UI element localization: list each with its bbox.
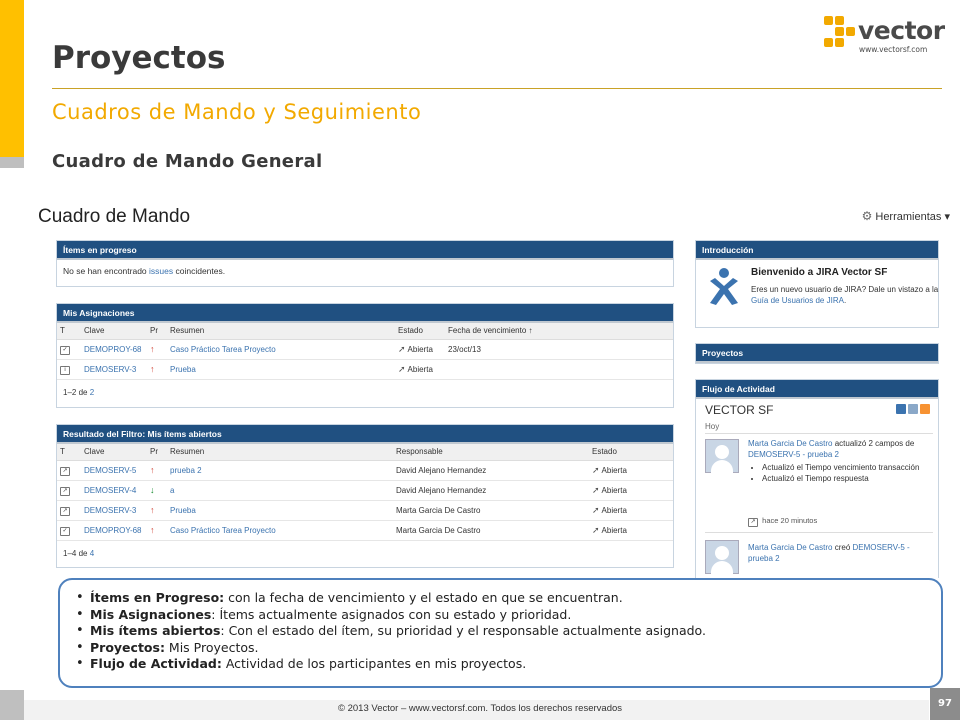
issue-key-link[interactable]: DEMOSERV-5	[84, 465, 137, 475]
divider	[705, 532, 933, 533]
improvement-type-icon: ↗	[748, 518, 758, 527]
status-text: Abierta	[601, 525, 627, 535]
callout-item-text: Mis Proyectos.	[164, 639, 259, 655]
logo-word: vector	[858, 16, 945, 45]
callout-item	[74, 607, 927, 624]
user-link[interactable]: Marta Garcia De Castro	[748, 543, 833, 552]
status-text: Abierta	[601, 465, 627, 475]
day-label: Hoy	[705, 422, 720, 431]
logo-url: www.vectorsf.com	[859, 45, 928, 54]
gadget-message	[57, 260, 673, 282]
issue-link[interactable]: DEMOSERV-5 - prueba 2	[748, 450, 840, 459]
column-header[interactable]: T	[57, 323, 81, 339]
column-header[interactable]: Pr	[147, 444, 167, 460]
gadget-header: Mis Asignaciones	[57, 304, 673, 323]
improvement-type-icon: ↗	[60, 467, 70, 476]
list-icon[interactable]	[908, 404, 918, 414]
activity-entry	[748, 438, 933, 484]
welcome-text-end: .	[843, 296, 847, 305]
issue-summary-link[interactable]: Caso Práctico Tarea Proyecto	[170, 344, 276, 354]
priority-up-icon: ↑	[150, 505, 155, 515]
column-header[interactable]: Clave	[81, 444, 147, 460]
priority-down-icon: ↓	[150, 485, 155, 495]
column-header[interactable]: Estado	[589, 444, 673, 460]
issue-key-link[interactable]: DEMOSERV-4	[84, 485, 137, 495]
tools-menu[interactable]	[862, 209, 950, 223]
column-header[interactable]: Resumen	[167, 323, 395, 339]
activity-action: creó	[834, 543, 851, 552]
table-row	[57, 460, 673, 480]
issues-link[interactable]: issues	[149, 266, 174, 276]
gadget-header: Resultado del Filtro: Mis ítems abiertos	[57, 425, 673, 444]
column-header[interactable]: Responsable	[393, 444, 589, 460]
callout-item-label: Proyectos:	[90, 639, 165, 655]
activity-detail: • Actualizó el Tiempo respuesta	[762, 473, 933, 484]
status-text: Abierta	[407, 364, 433, 374]
due-label: Fecha de vencimiento	[448, 326, 527, 336]
activity-detail: • Actualizó el Tiempo vencimiento transacción	[762, 462, 933, 473]
slide-title: Proyectos	[52, 40, 226, 76]
callout-item-label: Mis Asignaciones	[90, 606, 212, 622]
assignee: David Alejano Hernandez	[393, 460, 589, 480]
status-text: Abierta	[601, 505, 627, 515]
issue-summary-link[interactable]: Prueba	[170, 505, 196, 515]
pagination-link[interactable]: 2	[89, 387, 95, 397]
info-type-icon: i	[60, 366, 70, 375]
table-row	[57, 500, 673, 520]
table-header-row	[57, 323, 673, 339]
activity-action: actualizó 2 campos de	[834, 439, 915, 448]
user-link[interactable]: Marta Garcia De Castro	[748, 439, 833, 448]
gadget-header: Introducción	[696, 241, 938, 260]
status-open-icon: ➚	[398, 363, 406, 374]
status-open-icon: ➚	[398, 343, 406, 354]
welcome-text-body: Eres un nuevo usuario de JIRA? Dale un vistazo a la	[751, 285, 939, 294]
due-date: 23/oct/13	[445, 339, 673, 359]
table-row	[57, 520, 673, 540]
improvement-type-icon: ↗	[60, 487, 70, 496]
column-header[interactable]: Resumen	[167, 444, 393, 460]
issue-key-link[interactable]: DEMOSERV-3	[84, 505, 137, 515]
callout-item-text: con la fecha de vencimiento y el estado en que se encuentran.	[224, 590, 623, 605]
column-header[interactable]: Clave	[81, 323, 147, 339]
pagination-text: 1–2 de	[63, 387, 88, 397]
callout-item-label: Flujo de Actividad:	[90, 656, 222, 671]
issue-summary-link[interactable]: Prueba	[170, 364, 196, 374]
pagination-link[interactable]: 4	[89, 548, 95, 558]
status-open-icon: ➚	[592, 504, 600, 515]
rss-icon[interactable]	[920, 404, 930, 414]
stream-actions	[894, 404, 930, 416]
status-open-icon: ➚	[592, 524, 600, 535]
assignee: David Alejano Hernandez	[393, 480, 589, 500]
title-divider	[52, 88, 942, 89]
jira-dashboard	[32, 198, 950, 578]
issue-summary-link[interactable]: prueba 2	[170, 465, 202, 475]
issue-key-link[interactable]: DEMOSERV-3	[84, 364, 137, 374]
column-header-due[interactable]	[445, 323, 673, 339]
due-date	[445, 359, 673, 379]
gadget-introduction	[695, 240, 939, 328]
column-header[interactable]: Estado	[395, 323, 445, 339]
status-open-icon: ➚	[592, 484, 600, 495]
table-row	[57, 339, 673, 359]
callout-item	[74, 623, 927, 640]
message-text-end: coincidentes.	[175, 266, 226, 276]
dashboard-title: Cuadro de Mando	[38, 206, 191, 227]
message-text: No se han encontrado	[63, 266, 147, 276]
gear-icon: ⚙	[861, 209, 873, 223]
page-number: 97	[930, 688, 960, 720]
assignee: Marta Garcia De Castro	[393, 500, 589, 520]
activity-time-text: hace 20 minutos	[762, 516, 818, 525]
table-row	[57, 359, 673, 379]
callout-item-text: Actividad de los participantes en mis proyectos.	[221, 656, 527, 671]
callout-item-text: : Ítems actualmente asignados con su estado y prioridad.	[211, 606, 572, 622]
priority-up-icon: ↑	[150, 525, 155, 535]
gadget-header: Proyectos	[696, 344, 938, 363]
filter-results-table	[57, 444, 673, 541]
activity-time	[748, 516, 817, 527]
callout-list	[60, 580, 941, 673]
gadget-items-in-progress	[56, 240, 674, 287]
gadget-header: Ítems en progreso	[57, 241, 673, 260]
avatar[interactable]	[705, 439, 739, 473]
gadget-filter-results	[56, 424, 674, 568]
callout-item-label: Ítems en Progreso:	[90, 590, 225, 605]
table-header-row	[57, 444, 673, 460]
gadget-projects	[695, 343, 939, 364]
section-heading: Cuadro de Mando General	[52, 151, 323, 172]
task-type-icon: ✓	[60, 527, 70, 536]
pagination-text: 1–4 de	[63, 548, 88, 558]
callout-item	[74, 656, 927, 673]
status-open-icon: ➚	[592, 464, 600, 475]
welcome-text	[751, 284, 941, 306]
callout-item-label: Mis ítems abiertos	[90, 623, 221, 638]
avatar[interactable]	[705, 540, 739, 574]
issue-key-link[interactable]: DEMOPROY-68	[84, 525, 142, 535]
callout-item	[74, 640, 927, 657]
task-type-icon: ✓	[60, 346, 70, 355]
jira-welcome-icon	[706, 267, 742, 307]
pagination	[57, 380, 673, 405]
activity-details	[748, 462, 933, 484]
issue-key-link[interactable]: DEMOPROY-68	[84, 344, 142, 354]
column-header[interactable]: T	[57, 444, 81, 460]
improvement-type-icon: ↗	[60, 507, 70, 516]
accent-bar-gray	[0, 157, 24, 168]
status-text: Abierta	[407, 344, 433, 354]
footer-copyright: © 2013 Vector – www.vectorsf.com. Todos los derechos reservados	[337, 703, 623, 714]
welcome-title: Bienvenido a JIRA Vector SF	[751, 267, 888, 278]
gadget-activity-stream	[695, 379, 939, 578]
issue-summary-link[interactable]: a	[170, 485, 175, 495]
table-row	[57, 480, 673, 500]
divider	[705, 433, 933, 434]
vector-logo	[822, 14, 947, 56]
assignments-table	[57, 323, 673, 380]
priority-up-icon: ↑	[150, 465, 155, 475]
priority-up-icon: ↑	[150, 364, 155, 374]
issue-summary-link[interactable]: Caso Práctico Tarea Proyecto	[170, 525, 276, 535]
user-guide-link[interactable]: Guía de Usuarios de JIRA	[751, 296, 844, 305]
pagination	[57, 541, 673, 566]
assignee: Marta Garcia De Castro	[393, 520, 589, 540]
column-header[interactable]: Pr	[147, 323, 167, 339]
accent-bar	[0, 0, 24, 157]
issue-link[interactable]: DEMOSERV-5 - prueba 2	[748, 543, 910, 563]
filter-icon[interactable]	[896, 404, 906, 414]
callout-item	[74, 590, 927, 607]
status-text: Abierta	[601, 485, 627, 495]
stream-title: VECTOR SF	[705, 403, 774, 417]
callout-box	[58, 578, 943, 688]
gadget-my-assignments	[56, 303, 674, 408]
callout-item-text: : Con el estado del ítem, su prioridad y el responsable actualmente asignado.	[220, 623, 706, 638]
activity-entry	[748, 542, 933, 564]
tools-label: Herramientas	[875, 211, 942, 223]
priority-up-icon: ↑	[150, 344, 155, 354]
slide-subtitle: Cuadros de Mando y Seguimiento	[52, 100, 422, 124]
chevron-down-icon: ▾	[944, 211, 950, 223]
gadget-header: Flujo de Actividad	[696, 380, 938, 399]
sort-arrow-icon: ↑	[528, 326, 533, 336]
